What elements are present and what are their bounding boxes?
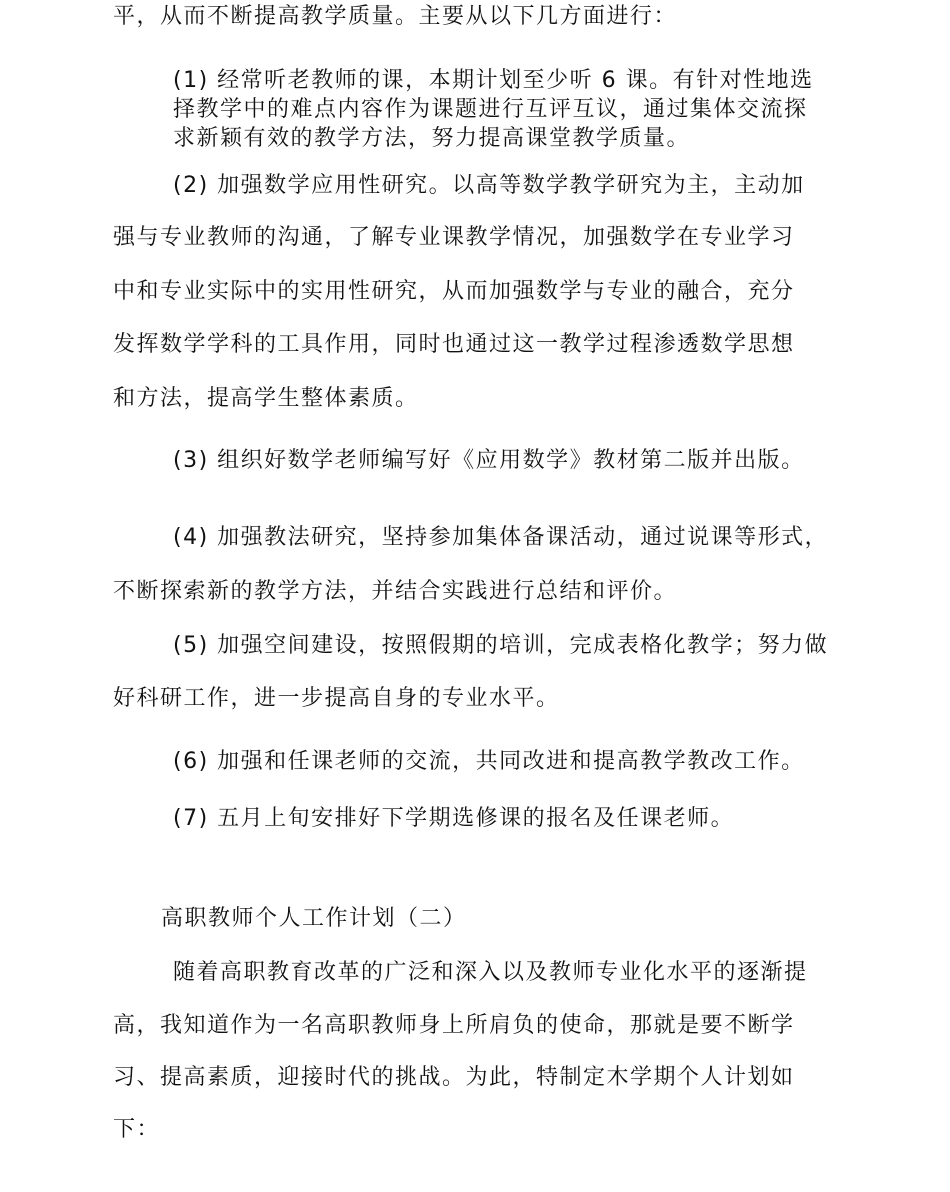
item-1-line-1: (1) 经常听老教师的课，本期计划至少听 6 课。有针对性地选 xyxy=(173,68,814,93)
item-5-line-1: (5) 加强空间建设，按照假期的培训，完成表格化教学；努力做 xyxy=(173,633,829,658)
item-3-line-1: (3) 组织好数学老师编写好《应用数学》教材第二版并出版。 xyxy=(173,448,805,473)
section-title: 高职教师个人工作计划（二） xyxy=(161,906,467,931)
item-7-line-1: (7) 五月上旬安排好下学期选修课的报名及任课老师。 xyxy=(173,806,735,831)
item-4-line-2: 不断探索新的教学方法，并结合实践进行总结和评价。 xyxy=(113,579,678,604)
section-body-line-3: 习、提高素质，迎接时代的挑战。为此，特制定木学期个人计划如 xyxy=(113,1065,795,1090)
item-2-line-2: 强与专业教师的沟通，了解专业课教学情况，加强数学在专业学习 xyxy=(113,225,795,250)
item-2-line-5: 和方法，提高学生整体素质。 xyxy=(113,386,419,411)
section-body-line-4: 下： xyxy=(113,1117,161,1142)
item-1-line-2: 择教学中的难点内容作为课题进行互评互议，通过集体交流探 xyxy=(173,97,808,122)
item-6-line-1: (6) 加强和任课老师的交流，共同改进和提高教学教改工作。 xyxy=(173,749,805,774)
item-4-line-1: (4) 加强教法研究，坚持参加集体备课活动，通过说课等形式， xyxy=(173,525,829,550)
item-1-line-3: 求新颖有效的教学方法，努力提高课堂教学质量。 xyxy=(173,126,691,151)
section-body-line-1: 随着高职教育改革的广泛和深入以及教师专业化水平的逐渐提 xyxy=(173,960,808,985)
item-5-line-2: 好科研工作，进一步提高自身的专业水平。 xyxy=(113,686,560,711)
item-2-line-1: (2) 加强数学应用性研究。以高等数学教学研究为主，主动加 xyxy=(173,173,805,198)
intro-tail-line: 平，从而不断提高教学质量。主要从以下几方面进行： xyxy=(113,4,678,29)
section-body-line-2: 高，我知道作为一名高职教师身上所肩负的使命，那就是要不断学 xyxy=(113,1013,795,1038)
item-2-line-4: 发挥数学学科的工具作用，同时也通过这一教学过程渗透数学思想 xyxy=(113,332,795,357)
item-2-line-3: 中和专业实际中的实用性研究，从而加强数学与专业的融合，充分 xyxy=(113,279,795,304)
